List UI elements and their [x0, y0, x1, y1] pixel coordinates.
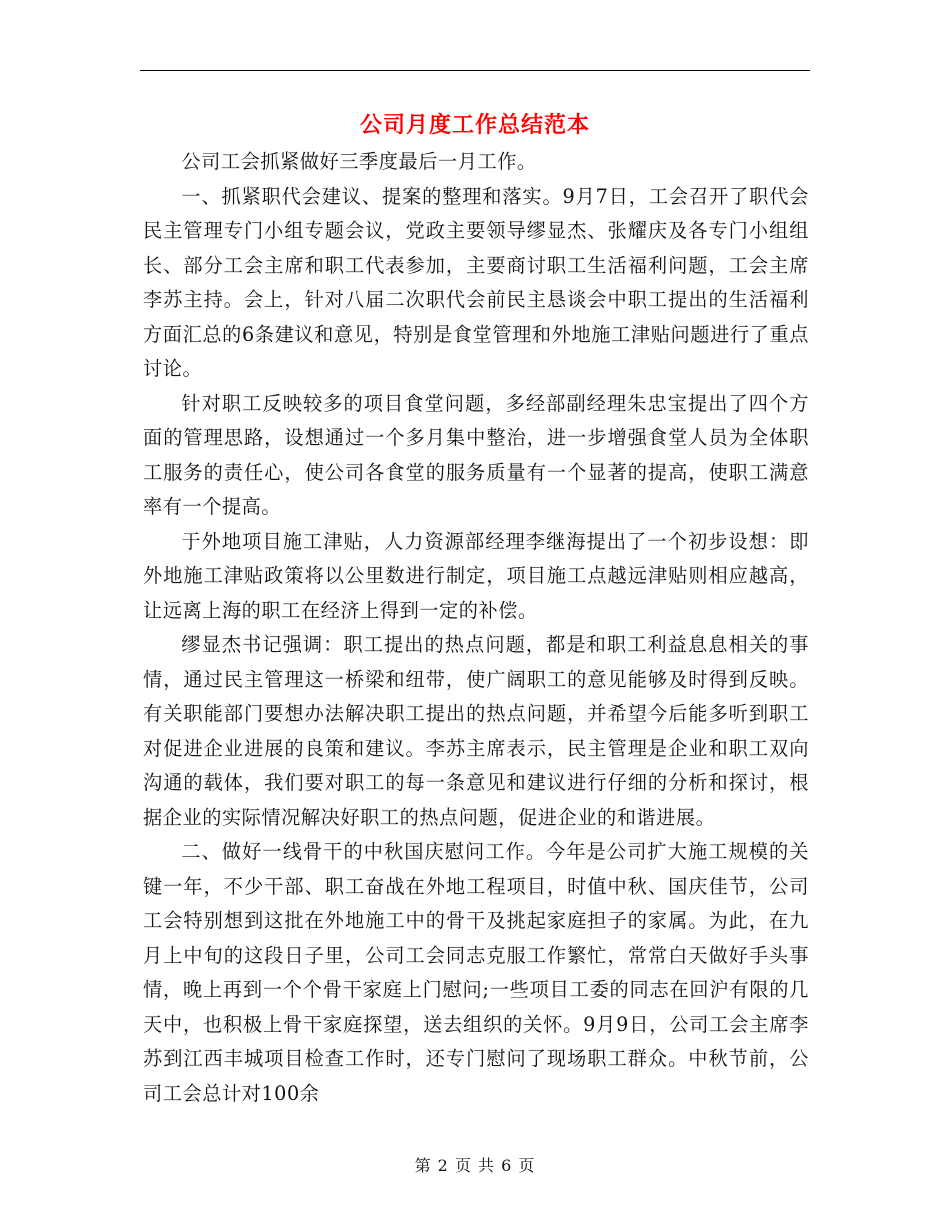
paragraph-intro: 公司工会抓紧做好三季度最后一月工作。	[181, 150, 537, 173]
document-title: 公司月度工作总结范本	[359, 112, 590, 138]
header-rule	[140, 70, 810, 71]
document-body	[143, 145, 809, 1111]
paragraph-section-2: 二、做好一线骨干的中秋国庆慰问工作。今年是公司扩大施工规模的关键一年，不少干部、职工奋战在外地工程项目，时值中秋、国庆佳节，公司工会特别想到这批在外地施工中的骨干及挑起家庭担子的家属。为此，在九月上中旬的这段日子里，公司工会同志克服工作繁忙，常常白天做好手头事情，晚上再到一个个骨干家庭上门慰问;一些项目工委的同志在回沪有限的几天中，也积极上骨干家庭探望，送去组织的关怀。9月9日，公司工会主席李苏到江西丰城项目检查工作时，还专门慰问了现场职工群众。中秋节前，公司工会总计对100余	[143, 840, 809, 1105]
paragraph-secretary-remarks: 缪显杰书记强调：职工提出的热点问题，都是和职工利益息息相关的事情，通过民主管理这一桥梁和纽带，使广阔职工的意见能够及时得到反映。有关职能部门要想办法解决职工提出的热点问题，并希望今后能多听到职工对促进企业进展的良策和建议。李苏主席表示，民主管理是企业和职工双向沟通的载体，我们要对职工的每一条意见和建议进行仔细的分析和探讨，根据企业的实际情况解决好职工的热点问题，促进企业的和谐进展。	[143, 633, 809, 829]
page-number: 第 2 页 共 6 页	[414, 1156, 536, 1175]
paragraph-canteen: 针对职工反映较多的项目食堂问题，多经部副经理朱忠宝提出了四个方面的管理思路，设想通过一个多月集中整治，进一步增强食堂人员为全体职工服务的责任心，使公司各食堂的服务质量有一个显著的提高，使职工满意率有一个提高。	[143, 391, 809, 518]
page-footer	[0, 1153, 950, 1176]
paragraph-section-1: 一、抓紧职代会建议、提案的整理和落实。9月7日，工会召开了职代会民主管理专门小组专题会议，党政主要领导缪显杰、张耀庆及各专门小组组长、部分工会主席和职工代表参加，主要商讨职工生活福利问题，工会主席李苏主持。会上，针对八届二次职代会前民主恳谈会中职工提出的生活福利方面汇总的6条建议和意见，特别是食堂管理和外地施工津贴问题进行了重点讨论。	[143, 184, 809, 380]
paragraph-allowance: 于外地项目施工津贴，人力资源部经理李继海提出了一个初步设想：即外地施工津贴政策将以公里数进行制定，项目施工点越远津贴则相应越高，让远离上海的职工在经济上得到一定的补偿。	[143, 529, 809, 622]
